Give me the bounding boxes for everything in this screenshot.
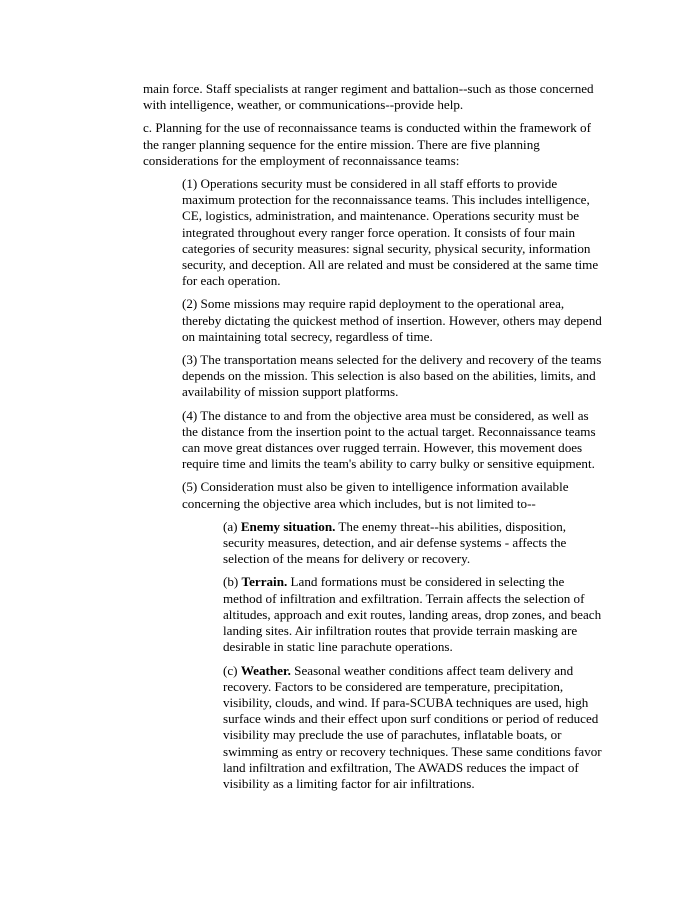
paragraph-main-force: main force. Staff specialists at ranger regiment and battalion--such as those concerned with intelligence, weather, or communications--provide help. — [143, 81, 594, 113]
intel-item-enemy-situation — [223, 519, 603, 568]
intel-item-heading: Weather. — [240, 662, 291, 678]
intel-item-heading: Terrain. — [241, 574, 288, 590]
consideration-1-operations-security: (1) Operations security must be considered in all staff efforts to provide maximum protection for the reconnaissance teams. This includes intelligence, CE, logistics, administration, and maintenance. Operations security must be integrated throughout every ranger force operation. It consists of four main categories of security measures: signal security, physical security, information security, and deception. All are related and must be considered at the same time for each operation. — [182, 176, 599, 289]
intel-item-body: Land formations must be considered in selecting the method of infiltration and exfiltration. Terrain affects the selection of altitudes, approach and exit routes, landing areas, drop zones, and beach landing sites. Air infiltration routes that provide terrain masking are desirable in static line parachute operations. — [223, 574, 602, 655]
consideration-3-transportation: (3) The transportation means selected for the delivery and recovery of the teams depends on the mission. This selection is also based on the abilities, limits, and availability of mission support platforms. — [182, 352, 602, 400]
intel-item-prefix: (a) — [223, 518, 241, 534]
intel-item-terrain — [223, 574, 603, 655]
intel-item-prefix: (b) — [223, 574, 242, 590]
paragraph-planning-c: c. Planning for the use of reconnaissance teams is conducted within the framework of the ranger planning sequence for the entire mission. There are five planning considerations for the employment of reconnaissance teams: — [143, 120, 591, 168]
document-body — [143, 81, 603, 799]
intel-item-heading: Enemy situation. — [240, 518, 336, 534]
consideration-4-distance: (4) The distance to and from the objective area must be considered, as well as the distance from the insertion point to the actual target. Reconnaissance teams can move great distances over rugged terrain. However, this movement does require time and limits the team's ability to carry bulky or sensitive equipment. — [182, 407, 596, 472]
consideration-2-rapid-deployment: (2) Some missions may require rapid deployment to the operational area, thereby dictating the quickest method of insertion. However, others may depend on maintaining total secrecy, regardless of time. — [182, 296, 602, 344]
consideration-5-intelligence: (5) Consideration must also be given to intelligence information available concerning the objective area which includes, but is not limited to-- — [182, 479, 569, 511]
intel-item-weather — [223, 663, 603, 793]
intel-item-prefix: (c) — [223, 662, 241, 678]
intel-item-body: Seasonal weather conditions affect team delivery and recovery. Factors to be considered are temperature, precipitation, visibility, clouds, and wind. If para-SCUBA techniques are used, high surface winds and their effect upon surf conditions or period of reduced visibility may preclude the use of parachutes, inflatable boats, or swimming as entry or recovery techniques. These same conditions favor land infiltration and exfiltration, The AWADS reduces the impact of visibility as a limiting factor for air infiltrations. — [223, 662, 602, 791]
intel-item-body: The enemy threat--his abilities, disposition, security measures, detection, and air defense systems - affects the selection of the means for delivery or recovery. — [223, 518, 567, 567]
